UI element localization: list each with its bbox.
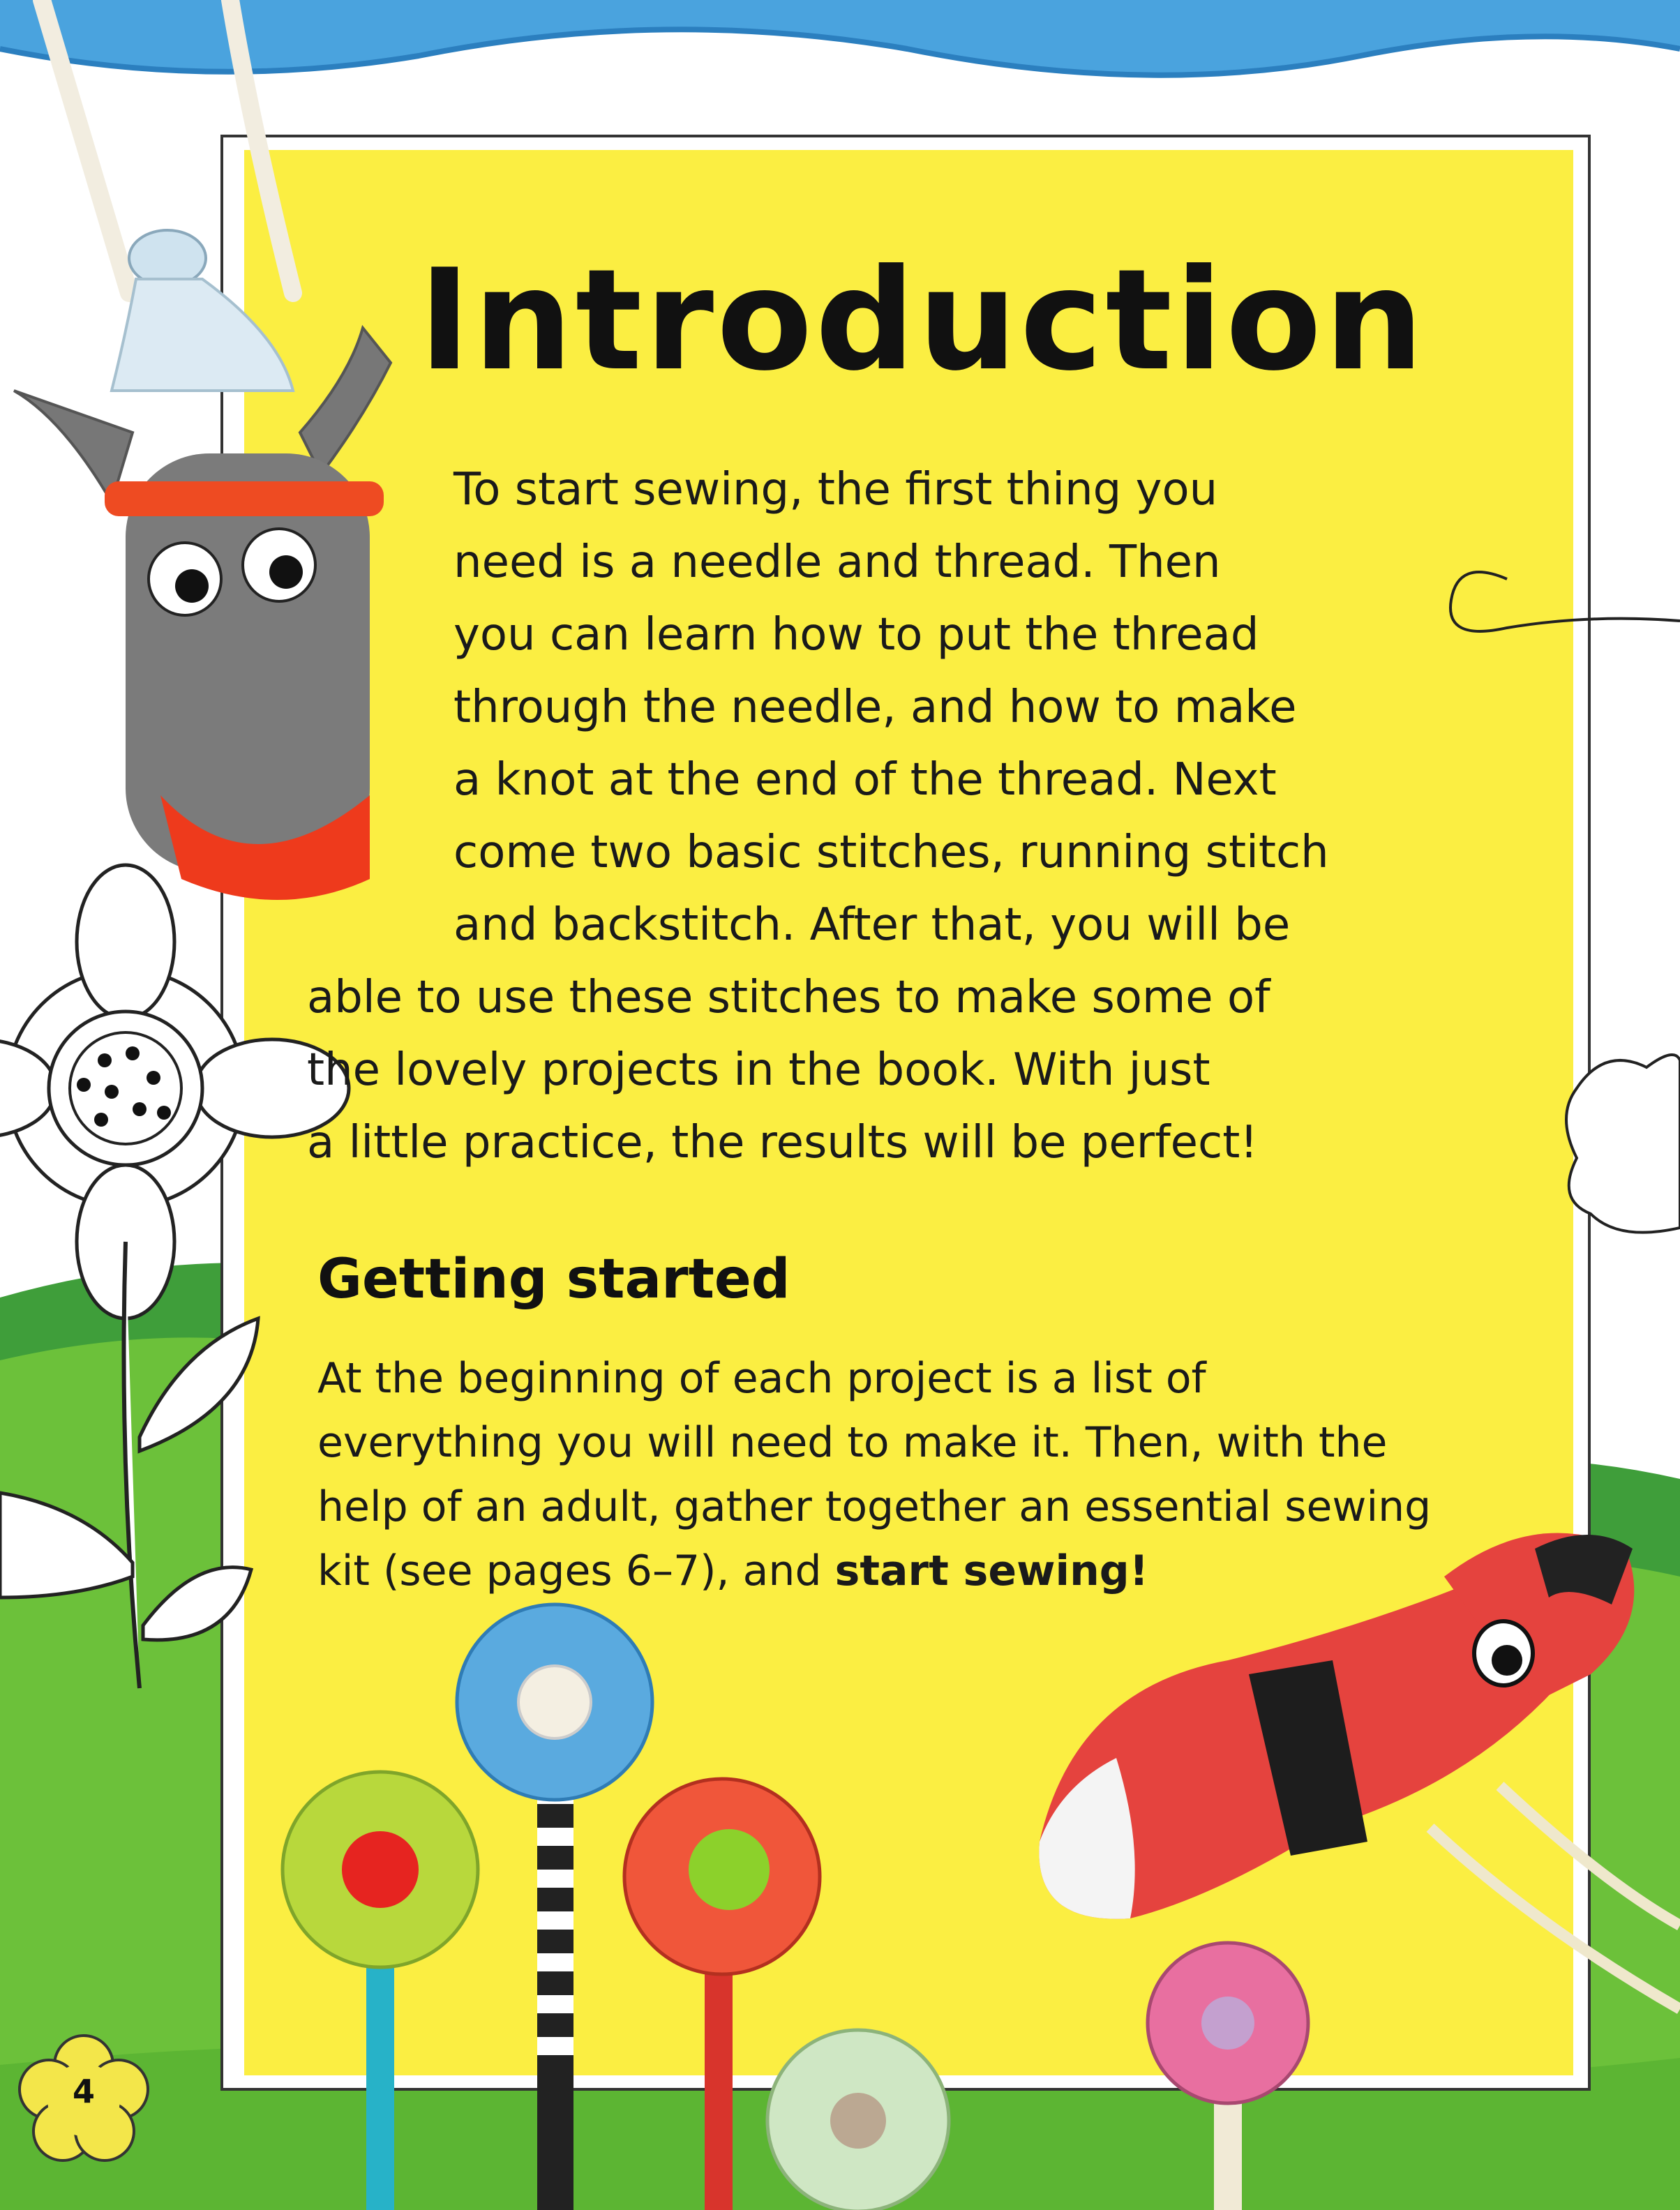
section-line: everything you will need to make it. Then, with the — [317, 1418, 1388, 1467]
intro-line: need is a needle and thread. Then — [453, 536, 1221, 588]
section-line-last-bold: start sewing! — [834, 1547, 1149, 1595]
section-heading: Getting started — [317, 1248, 790, 1311]
intro-line: a knot at the end of the thread. Next — [453, 754, 1277, 806]
section-line-last-start: kit (see pages 6–7), and — [317, 1547, 835, 1595]
intro-line: come two basic stitches, running stitch — [453, 827, 1329, 878]
pupil-right — [269, 555, 303, 589]
yoyo-flower-mint — [767, 2030, 949, 2210]
section-line: help of an adult, gather together an essential sewing — [317, 1482, 1432, 1531]
page-title: Introduction — [419, 239, 1427, 402]
intro-line: To start sewing, the first thing you — [453, 464, 1218, 516]
intro-line: able to use these stitches to make some of — [307, 972, 1270, 1023]
page-number: 4 — [72, 2073, 95, 2110]
intro-line: through the needle, and how to make — [453, 682, 1297, 733]
section-paragraph — [317, 1346, 1434, 1603]
section-line: At the beginning of each project is a list of — [317, 1354, 1206, 1403]
intro-line: and backstitch. After that, you will be — [453, 899, 1291, 951]
cloud-doodle — [1566, 1055, 1680, 1233]
intro-line: the lovely projects in the book. With just — [307, 1044, 1210, 1096]
intro-line: a little practice, the results will be perfect! — [307, 1117, 1258, 1168]
section-line-last — [317, 1539, 1434, 1603]
intro-paragraph — [307, 453, 1423, 1179]
intro-line: you can learn how to put the thread — [453, 609, 1259, 661]
pupil-left — [175, 569, 209, 603]
